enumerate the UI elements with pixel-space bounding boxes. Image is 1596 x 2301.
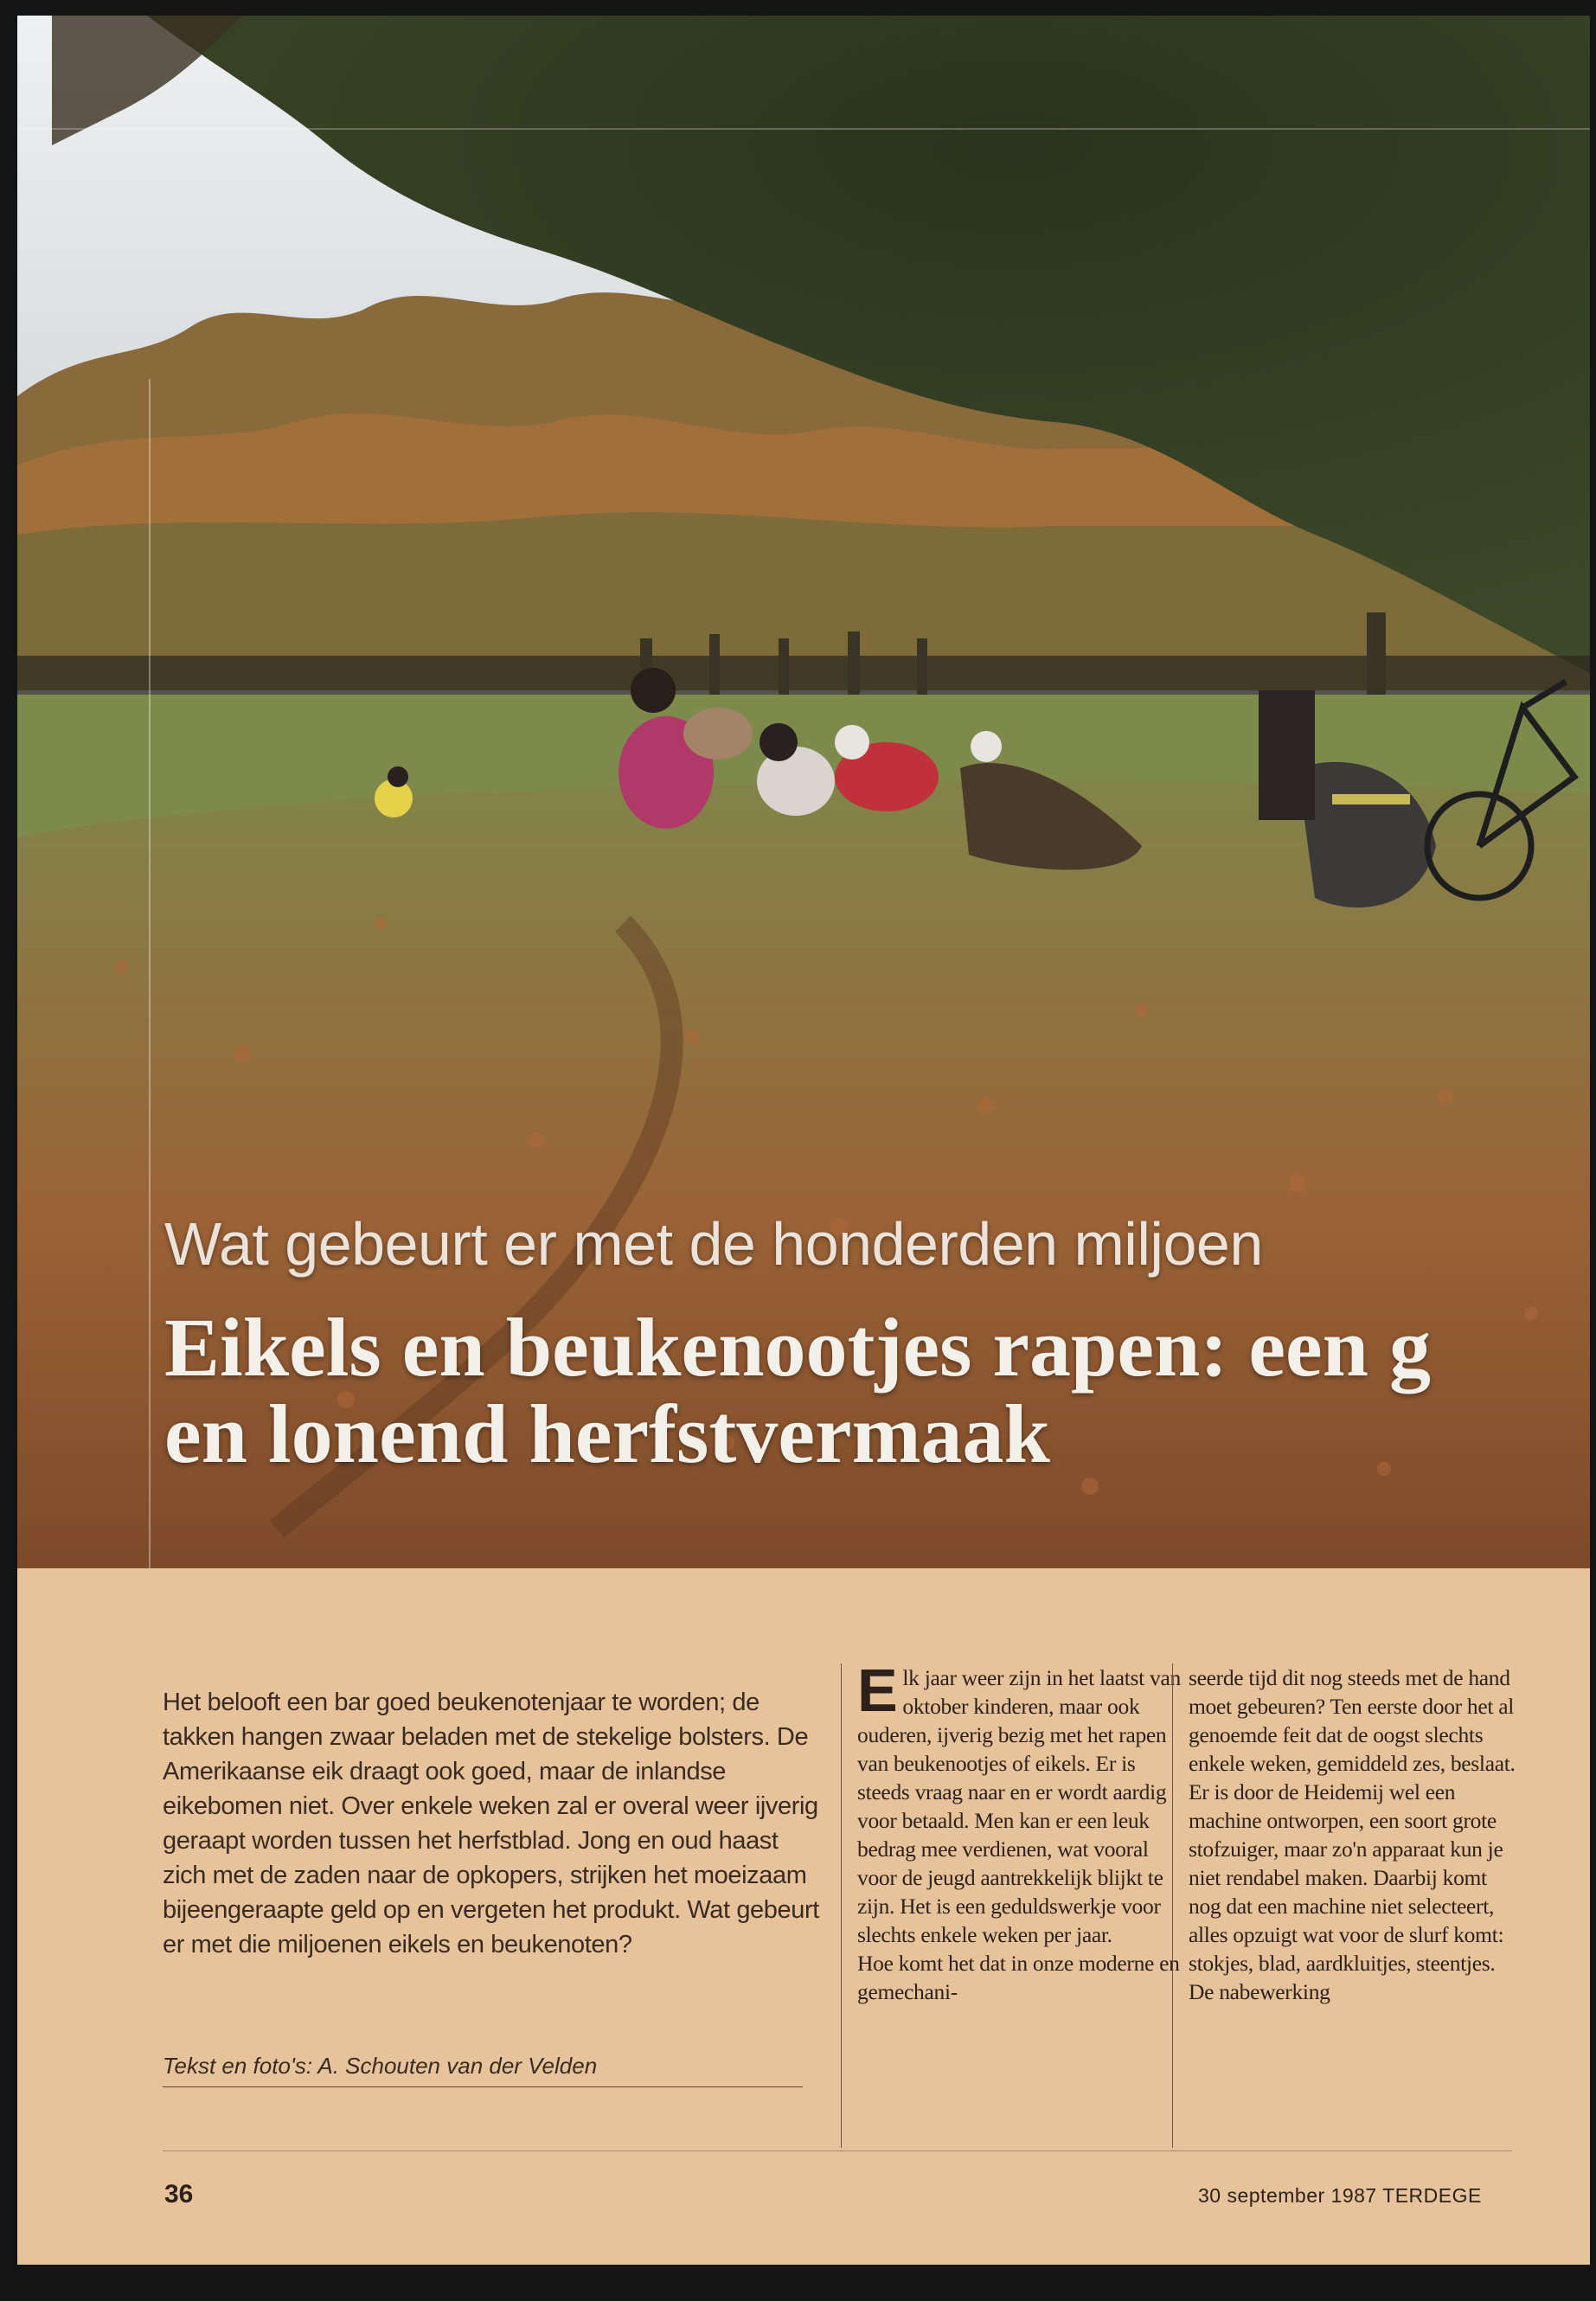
dropcap: E — [857, 1657, 898, 1724]
byline: Tekst en foto's: A. Schouten van der Velden — [163, 2053, 803, 2087]
body-paragraph: lk jaar weer zijn in het laatst van oktober kinderen, maar ook ouderen, ijverig bezig met het rapen van beukenootjes of eikels. Er is steeds vraag naar en er wordt aardig voor betaald. Men kan er een leuk bedrag mee verdienen, wat vooral voor de jeugd aantrekkelijk blijkt te zijn. Het is een geduldswerkje voor slechts enkele weken per jaar. — [857, 1665, 1181, 1947]
body-column-2 — [1172, 1663, 1517, 2148]
headline-line-1: Eikels en beukenootjes rapen: een g — [164, 1301, 1431, 1394]
headline-line-2: en lonend herfstvermaak — [164, 1388, 1050, 1480]
photo-guide-vertical — [149, 379, 151, 1568]
headline-block — [164, 1209, 1590, 1480]
footer-divider — [163, 2150, 1512, 2151]
kicker: Wat gebeurt er met de honderden miljoen — [164, 1210, 1263, 1278]
body-paragraph-continued: Hoe komt het dat in onze moderne en gemechani- — [857, 1951, 1180, 2004]
magazine-page — [17, 16, 1590, 2265]
body-paragraph: seerde tijd dit nog steeds met de hand moet gebeuren? Ten eerste door het al genoemde feit dat de oogst slechts enkele weken, gemiddeld zes, beslaat. Er is door de Heidemij wel een machine ontworpen, een soort grote stofzuiger, maar zo'n apparaat kun je niet rendabel maken. Daarbij komt nog dat een machine niet selecteert, alles opzuigt wat voor de slurf komt: stokjes, blad, aardkluitjes, steentjes. De nabewerking — [1189, 1665, 1516, 2004]
headline — [164, 1301, 1590, 1480]
article-photo — [17, 16, 1590, 1568]
issue-info: 30 september 1987 TERDEGE — [1198, 2184, 1482, 2207]
body-column-1 — [841, 1657, 1186, 2148]
page-number: 36 — [164, 2180, 194, 2208]
intro-paragraph: Het belooft een bar goed beukenotenjaar te worden; de takken hangen zwaar beladen met de stekelige bolsters. De Amerikaanse eik draagt ook goed, maar de inlandse eikebomen niet. Over enkele weken zal er overal weer ijverig geraapt worden tussen het herfstblad. Jong en oud haast zich met de zaden naar de opkopers, strijken het moeizaam bijeengeraapte geld op en vergeten het produkt. Wat gebeurt er met die miljoenen eikels en beukenoten? — [163, 1689, 819, 1958]
photo-guide-horizontal — [17, 128, 1590, 130]
